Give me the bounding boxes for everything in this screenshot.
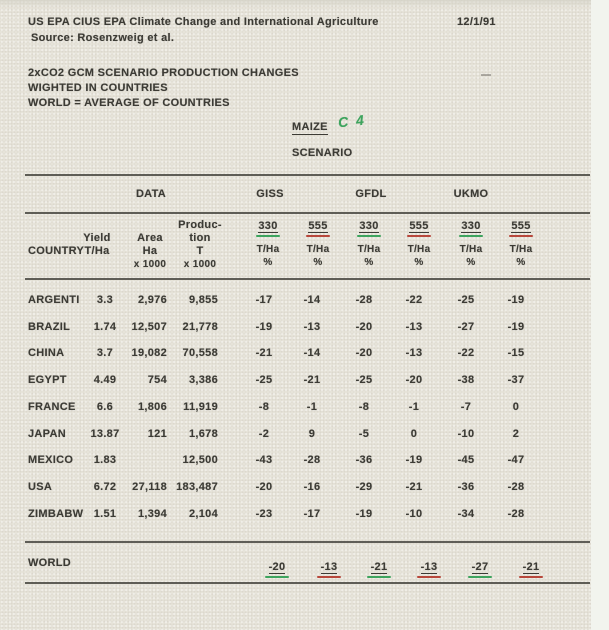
doc-title: US EPA CIUS EPA Climate Change and International Agriculture (28, 16, 379, 28)
area-header-line2: Ha (142, 245, 158, 257)
production-cell: 183,487 (176, 480, 218, 493)
country-cell: ZIMBABW (28, 507, 84, 520)
scenario-value-cell: -5 (358, 427, 370, 440)
subtitle-line-3: WORLD = AVERAGE OF COUNTRIES (28, 97, 230, 109)
world-value: -13 (420, 561, 438, 573)
production-cell: 12,500 (182, 454, 218, 467)
ink-underline (306, 235, 330, 237)
table-row (0, 454, 609, 468)
scenario-unit-line1: T/Ha (256, 244, 280, 255)
world-value: -27 (471, 561, 489, 573)
scenario-level: 555 (308, 220, 328, 232)
yield-header-line2: T/Ha (84, 245, 110, 257)
area-header-line3: x 1000 (133, 259, 167, 270)
ink-underline (367, 576, 391, 578)
scenario-value-cell: 0 (512, 400, 520, 413)
scenario-value-cell: -10 (405, 507, 423, 520)
scenario-value-cell: -1 (408, 400, 420, 413)
ink-underline (459, 235, 483, 237)
scenario-unit-line2: % (466, 257, 476, 268)
crop-title: MAIZE (292, 121, 328, 133)
scenario-value-cell: -21 (405, 480, 423, 493)
scenario-value-cell: -10 (457, 427, 475, 440)
scenario-value-cell: -28 (303, 454, 321, 467)
world-value-cell (456, 557, 504, 578)
scenario-value-cell: -36 (457, 480, 475, 493)
horizontal-rule (25, 278, 590, 280)
table-row (0, 294, 609, 308)
scenario-value-cell: -34 (457, 507, 475, 520)
scenario-value-cell: -14 (303, 294, 321, 306)
ink-underline (519, 576, 543, 578)
scenario-column-header (343, 216, 395, 270)
world-value-cell (253, 557, 301, 578)
scenario-value-cell: -13 (405, 347, 423, 360)
world-value: -21 (522, 561, 540, 573)
scenario-value-cell: -1 (306, 400, 318, 413)
scenario-unit-line2: % (516, 257, 526, 268)
scenario-value-cell: -15 (507, 347, 525, 360)
group-header-gfdl: GFDL (355, 188, 387, 200)
handwritten-annotation: C 4 (337, 111, 367, 131)
scenario-value-cell: -25 (255, 374, 273, 387)
group-header-data: DATA (135, 188, 167, 200)
scenario-value-cell: -25 (355, 374, 373, 387)
scenario-value-cell: -29 (355, 480, 373, 493)
world-row-label: WORLD (28, 557, 72, 569)
ink-underline (468, 576, 492, 578)
scenario-value-cell: -19 (255, 320, 273, 333)
country-cell: CHINA (28, 347, 65, 360)
scenario-level: 555 (409, 220, 429, 232)
production-cell: 2,104 (188, 507, 218, 520)
area-cell: 19,082 (131, 347, 167, 360)
scenario-level: 330 (258, 220, 278, 232)
world-value-cell (405, 557, 453, 578)
world-value-cell (305, 557, 353, 578)
scenario-value-cell: -23 (255, 507, 273, 520)
ink-underline (417, 576, 441, 578)
area-cell: 1,806 (137, 400, 167, 413)
yield-cell: 1.74 (93, 320, 117, 333)
scenario-value-cell: -22 (405, 294, 423, 306)
scenario-value-cell: -19 (507, 294, 525, 306)
scenario-unit-line1: T/Ha (509, 244, 533, 255)
scenario-unit-line2: % (313, 257, 323, 268)
scenario-value-cell: -38 (457, 374, 475, 387)
production-cell: 3,386 (188, 374, 218, 387)
subtitle-line-2: WIGHTED IN COUNTRIES (28, 82, 168, 94)
yield-cell: 1.83 (93, 454, 117, 467)
scenario-value-cell: -20 (355, 347, 373, 360)
scenario-value-cell: -13 (405, 320, 423, 333)
scenario-value-cell: -43 (255, 454, 273, 467)
production-cell: 1,678 (188, 427, 218, 440)
yield-cell: 1.51 (93, 507, 117, 520)
country-column-header: COUNTRY (28, 245, 85, 257)
doc-source: Source: Rosenzweig et al. (31, 32, 175, 44)
scenario-value-cell: -17 (255, 294, 273, 306)
area-cell: 754 (147, 374, 167, 387)
country-cell: JAPAN (28, 427, 66, 440)
yield-cell: 6.6 (96, 400, 114, 413)
scenario-value-cell: 0 (410, 427, 418, 440)
scenario-value-cell: -28 (507, 480, 525, 493)
table-row (0, 428, 609, 442)
area-cell: 2,976 (137, 294, 167, 306)
country-cell: ARGENTI (28, 294, 80, 306)
doc-date: 12/1/91 (457, 16, 496, 28)
world-value: -13 (320, 561, 338, 573)
group-header-ukmo: UKMO (453, 188, 489, 200)
horizontal-rule (25, 174, 590, 176)
scenario-unit-line2: % (263, 257, 273, 268)
scenario-value-cell: -8 (358, 400, 370, 413)
scan-top-edge (0, 0, 609, 8)
group-header-giss: GISS (256, 188, 284, 200)
country-cell: BRAZIL (28, 320, 71, 333)
scenario-value-cell: -45 (457, 454, 475, 467)
scenario-unit-line2: % (364, 257, 374, 268)
area-cell: 27,118 (132, 480, 167, 493)
scenario-value-cell: -47 (507, 454, 525, 467)
scenario-value-cell: -21 (255, 347, 273, 360)
ink-underline (317, 576, 341, 578)
scenario-value-cell: -13 (303, 320, 321, 333)
scenario-value-cell: -8 (258, 400, 270, 413)
production-header-line4: x 1000 (183, 259, 217, 270)
yield-cell: 6.72 (93, 480, 117, 493)
stray-mark (481, 74, 491, 76)
scenario-value-cell: -19 (507, 320, 525, 333)
scenario-value-cell: -2 (258, 427, 270, 440)
production-header-line3: T (196, 245, 204, 257)
scenario-value-cell: -20 (405, 374, 423, 387)
scenario-unit-line1: T/Ha (306, 244, 330, 255)
scenario-value-cell: -20 (355, 320, 373, 333)
ink-underline (256, 235, 280, 237)
ink-underline (357, 235, 381, 237)
yield-cell: 3.3 (96, 294, 114, 306)
scenario-value-cell: -27 (457, 320, 475, 333)
scenario-level: 330 (359, 220, 379, 232)
ink-underline (407, 235, 431, 237)
yield-cell: 4.49 (93, 374, 117, 387)
table-row (0, 347, 609, 361)
scenario-column-header (292, 216, 344, 270)
country-cell: FRANCE (28, 400, 76, 413)
table-row (0, 374, 609, 388)
production-cell: 21,778 (182, 320, 218, 333)
horizontal-rule (25, 212, 590, 214)
country-cell: EGYPT (28, 374, 67, 387)
scenario-value-cell: -16 (303, 480, 321, 493)
scenario-value-cell: -19 (405, 454, 423, 467)
yield-cell: 13.87 (90, 427, 120, 440)
horizontal-rule (25, 582, 590, 584)
table-row (0, 321, 609, 335)
scenario-unit-line1: T/Ha (357, 244, 381, 255)
table-row (0, 481, 609, 495)
scenario-value-cell: -37 (507, 374, 525, 387)
scenario-column-header (445, 216, 497, 270)
production-header-line1: Produc- (178, 219, 222, 231)
table-row (0, 401, 609, 415)
scenario-level: 330 (461, 220, 481, 232)
scenario-unit-line1: T/Ha (407, 244, 431, 255)
scenario-column-header (242, 216, 294, 270)
world-value: -21 (370, 561, 388, 573)
production-cell: 9,855 (188, 294, 218, 306)
scenario-column-header (495, 216, 547, 270)
scenario-value-cell: 9 (308, 427, 316, 440)
horizontal-rule (25, 541, 590, 543)
scenario-value-cell: -14 (303, 347, 321, 360)
scenario-value-cell: 2 (512, 427, 520, 440)
world-value-cell (507, 557, 555, 578)
scenario-unit-line2: % (414, 257, 424, 268)
scenario-value-cell: -28 (355, 294, 373, 306)
scenario-value-cell: -22 (457, 347, 475, 360)
scenario-column-header (393, 216, 445, 270)
world-value-cell (355, 557, 403, 578)
yield-cell: 3.7 (96, 347, 114, 360)
scenario-value-cell: -19 (355, 507, 373, 520)
production-header-line2: tion (189, 232, 211, 244)
scenario-value-cell: -21 (303, 374, 321, 387)
scenario-value-cell: -7 (460, 400, 472, 413)
country-cell: USA (28, 480, 53, 493)
ink-underline (265, 576, 289, 578)
scan-right-edge (591, 0, 609, 630)
scenario-unit-line1: T/Ha (459, 244, 483, 255)
scenario-label: SCENARIO (292, 147, 353, 159)
scenario-value-cell: -36 (355, 454, 373, 467)
scenario-value-cell: -25 (457, 294, 475, 306)
table-row (0, 508, 609, 522)
country-cell: MEXICO (28, 454, 74, 467)
area-header-line1: Area (137, 232, 163, 244)
world-value: -20 (268, 561, 286, 573)
production-cell: 70,558 (182, 347, 218, 360)
area-cell: 12,507 (131, 320, 167, 333)
subtitle-line-1: 2xCO2 GCM SCENARIO PRODUCTION CHANGES (28, 67, 299, 79)
area-cell: 121 (147, 427, 167, 440)
scenario-value-cell: -17 (303, 507, 321, 520)
production-cell: 11,919 (183, 400, 218, 413)
scenario-level: 555 (511, 220, 531, 232)
ink-underline (509, 235, 533, 237)
area-cell: 1,394 (137, 507, 167, 520)
scenario-value-cell: -20 (255, 480, 273, 493)
yield-header-line1: Yield (83, 232, 111, 244)
scenario-value-cell: -28 (507, 507, 525, 520)
